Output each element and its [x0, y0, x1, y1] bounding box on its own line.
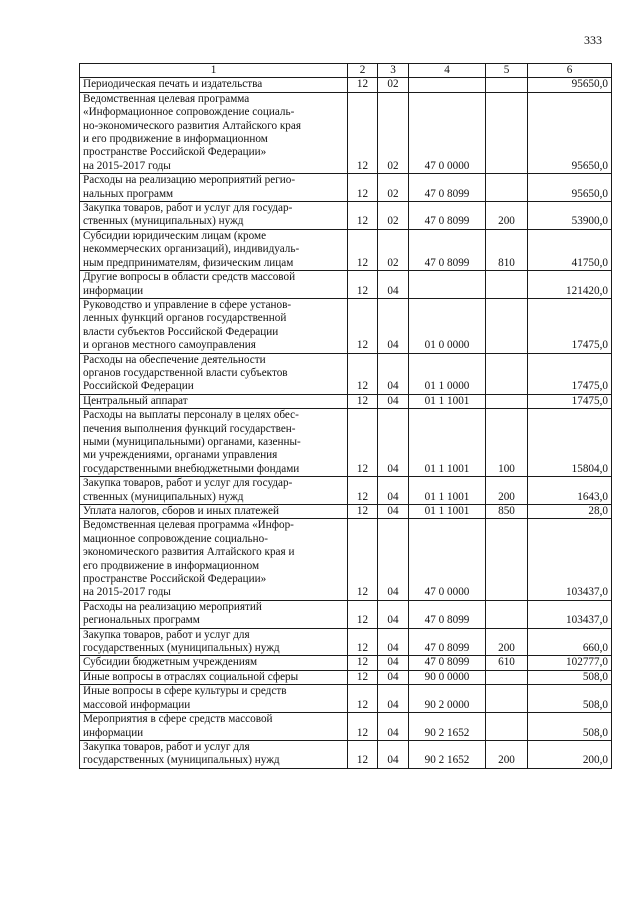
column-header: 6: [528, 64, 612, 78]
row-code-5: 100: [486, 409, 528, 477]
row-code-3: 04: [378, 271, 409, 299]
column-header: 5: [486, 64, 528, 78]
row-code-3: 04: [378, 713, 409, 741]
row-code-2: 12: [348, 202, 378, 230]
row-name: Иные вопросы в сфере культуры и средств массовой информации: [80, 685, 348, 713]
table-row: [80, 174, 612, 202]
row-name: Ведомственная целевая программа «Информационное сопровождение социаль- но-экономического развития Алтайского края и его продвижение в информационном пространстве Российской Федерации» на 2015-2017 годы: [80, 92, 348, 173]
column-header: 4: [409, 64, 486, 78]
row-code-2: 12: [348, 656, 378, 670]
row-amount: 95650,0: [528, 174, 612, 202]
row-amount: 41750,0: [528, 229, 612, 270]
row-name: Расходы на обеспечение деятельности органов государственной власти субъектов Российской Федерации: [80, 353, 348, 394]
row-name: Закупка товаров, работ и услуг для государственных (муниципальных) нужд: [80, 740, 348, 768]
row-name: Уплата налогов, сборов и иных платежей: [80, 505, 348, 519]
row-code-2: 12: [348, 298, 378, 353]
row-code-2: 12: [348, 670, 378, 684]
row-amount: 95650,0: [528, 92, 612, 173]
row-code-3: 04: [378, 394, 409, 408]
table-row: [80, 394, 612, 408]
table-row: [80, 409, 612, 477]
row-code-3: 04: [378, 685, 409, 713]
row-code-2: 12: [348, 519, 378, 600]
table-row: [80, 271, 612, 299]
row-code-2: 12: [348, 229, 378, 270]
row-amount: 200,0: [528, 740, 612, 768]
row-name: Мероприятия в сфере средств массовой информации: [80, 713, 348, 741]
row-code-2: 12: [348, 92, 378, 173]
row-code-3: 04: [378, 740, 409, 768]
row-code-2: 12: [348, 505, 378, 519]
table-row: [80, 628, 612, 656]
table-row: [80, 78, 612, 92]
row-name: Закупка товаров, работ и услуг для государственных (муниципальных) нужд: [80, 628, 348, 656]
row-name: Расходы на реализацию мероприятий регио- нальных программ: [80, 174, 348, 202]
column-header: 3: [378, 64, 409, 78]
row-code-3: 02: [378, 78, 409, 92]
row-code-4: 90 0 0000: [409, 670, 486, 684]
row-code-3: 04: [378, 409, 409, 477]
row-code-5: [486, 78, 528, 92]
row-code-4: 47 0 0000: [409, 519, 486, 600]
row-code-5: 200: [486, 628, 528, 656]
row-code-5: 200: [486, 740, 528, 768]
row-code-5: [486, 298, 528, 353]
row-amount: 17475,0: [528, 394, 612, 408]
row-code-5: 200: [486, 477, 528, 505]
column-header: 1: [80, 64, 348, 78]
row-code-4: 47 0 8099: [409, 628, 486, 656]
row-amount: 15804,0: [528, 409, 612, 477]
row-name: Руководство и управление в сфере установ- ленных функций органов государственной власти субъектов Российской Федерации и органов местного самоуправления: [80, 298, 348, 353]
budget-table: [79, 63, 612, 769]
row-code-5: 850: [486, 505, 528, 519]
row-code-2: 12: [348, 713, 378, 741]
row-code-5: [486, 600, 528, 628]
table-row: [80, 477, 612, 505]
row-code-5: [486, 519, 528, 600]
table-row: [80, 519, 612, 600]
table-row: [80, 670, 612, 684]
row-code-3: 02: [378, 174, 409, 202]
row-code-3: 04: [378, 519, 409, 600]
row-amount: 103437,0: [528, 600, 612, 628]
table-row: [80, 202, 612, 230]
row-code-3: 02: [378, 202, 409, 230]
row-code-5: [486, 670, 528, 684]
row-code-4: 01 1 1001: [409, 409, 486, 477]
row-code-2: 12: [348, 174, 378, 202]
table-row: [80, 92, 612, 173]
row-code-4: [409, 78, 486, 92]
row-code-3: 04: [378, 505, 409, 519]
table-row: [80, 229, 612, 270]
row-code-5: 810: [486, 229, 528, 270]
row-amount: 660,0: [528, 628, 612, 656]
column-header: 2: [348, 64, 378, 78]
table-row: [80, 740, 612, 768]
row-name: Расходы на выплаты персоналу в целях обес- печения выполнения функций государствен- ными (муниципальными) органами, казенны- ми учреждениями, органами управления государственными внебюджетными фондами: [80, 409, 348, 477]
row-code-3: 02: [378, 229, 409, 270]
row-amount: 1643,0: [528, 477, 612, 505]
row-code-5: [486, 394, 528, 408]
row-name: Субсидии юридическим лицам (кроме некоммерческих организаций), индивидуаль- ным предпринимателям, физическим лицам: [80, 229, 348, 270]
page-number: 333: [584, 33, 602, 47]
table-row: [80, 298, 612, 353]
row-code-3: 04: [378, 477, 409, 505]
row-code-5: [486, 92, 528, 173]
row-code-2: 12: [348, 78, 378, 92]
row-amount: 508,0: [528, 685, 612, 713]
row-code-4: 47 0 0000: [409, 92, 486, 173]
row-code-4: 90 2 1652: [409, 740, 486, 768]
row-name: Закупка товаров, работ и услуг для государ- ственных (муниципальных) нужд: [80, 477, 348, 505]
row-code-3: 04: [378, 600, 409, 628]
row-amount: 28,0: [528, 505, 612, 519]
row-amount: 95650,0: [528, 78, 612, 92]
row-code-3: 04: [378, 670, 409, 684]
row-amount: 121420,0: [528, 271, 612, 299]
table-row: [80, 656, 612, 670]
row-code-4: 01 1 1001: [409, 394, 486, 408]
row-code-4: 47 0 8099: [409, 600, 486, 628]
row-code-4: 01 0 0000: [409, 298, 486, 353]
row-name: Расходы на реализацию мероприятий региональных программ: [80, 600, 348, 628]
row-name: Центральный аппарат: [80, 394, 348, 408]
row-code-5: [486, 174, 528, 202]
table-row: [80, 713, 612, 741]
table-row: [80, 685, 612, 713]
table-row: [80, 505, 612, 519]
row-name: Другие вопросы в области средств массовой информации: [80, 271, 348, 299]
row-code-4: 01 1 1001: [409, 477, 486, 505]
row-code-4: 01 1 1001: [409, 505, 486, 519]
row-code-3: 02: [378, 92, 409, 173]
row-code-3: 04: [378, 298, 409, 353]
row-amount: 102777,0: [528, 656, 612, 670]
row-code-2: 12: [348, 409, 378, 477]
row-code-4: 47 0 8099: [409, 202, 486, 230]
row-code-3: 04: [378, 656, 409, 670]
row-name: Закупка товаров, работ и услуг для государ- ственных (муниципальных) нужд: [80, 202, 348, 230]
row-code-2: 12: [348, 394, 378, 408]
row-amount: 17475,0: [528, 353, 612, 394]
row-code-5: 200: [486, 202, 528, 230]
row-code-5: [486, 713, 528, 741]
row-code-2: 12: [348, 685, 378, 713]
row-code-4: 47 0 8099: [409, 229, 486, 270]
row-amount: 103437,0: [528, 519, 612, 600]
row-code-4: 01 1 0000: [409, 353, 486, 394]
row-code-4: [409, 271, 486, 299]
row-amount: 17475,0: [528, 298, 612, 353]
row-name: Периодическая печать и издательства: [80, 78, 348, 92]
row-code-4: 47 0 8099: [409, 656, 486, 670]
row-code-4: 90 2 1652: [409, 713, 486, 741]
row-code-2: 12: [348, 740, 378, 768]
table-row: [80, 600, 612, 628]
row-code-5: 610: [486, 656, 528, 670]
row-name: Иные вопросы в отраслях социальной сферы: [80, 670, 348, 684]
row-code-2: 12: [348, 271, 378, 299]
row-code-5: [486, 685, 528, 713]
row-name: Субсидии бюджетным учреждениям: [80, 656, 348, 670]
row-code-5: [486, 353, 528, 394]
row-code-2: 12: [348, 600, 378, 628]
table-header-row: [80, 64, 612, 78]
row-code-3: 04: [378, 353, 409, 394]
row-code-2: 12: [348, 477, 378, 505]
table-row: [80, 353, 612, 394]
row-amount: 508,0: [528, 670, 612, 684]
row-amount: 53900,0: [528, 202, 612, 230]
row-code-4: 90 2 0000: [409, 685, 486, 713]
row-code-2: 12: [348, 628, 378, 656]
row-code-4: 47 0 8099: [409, 174, 486, 202]
row-amount: 508,0: [528, 713, 612, 741]
row-code-2: 12: [348, 353, 378, 394]
row-name: Ведомственная целевая программа «Инфор- мационное сопровождение социально- экономического развития Алтайского края и его продвижение в информационном пространстве Российской Федерации» на 2015-2017 годы: [80, 519, 348, 600]
row-code-5: [486, 271, 528, 299]
row-code-3: 04: [378, 628, 409, 656]
